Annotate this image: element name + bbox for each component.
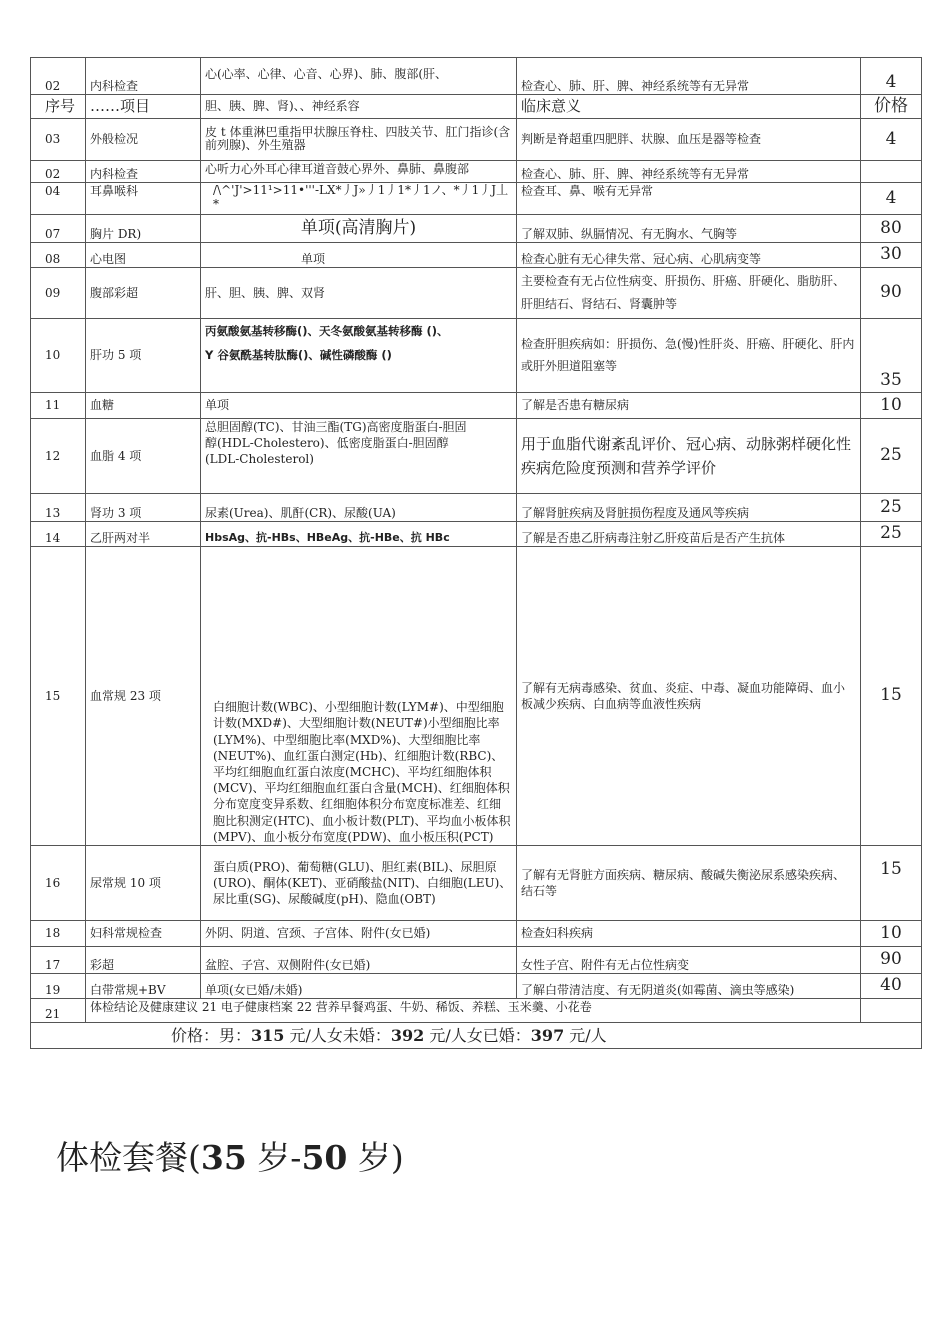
row-price bbox=[861, 160, 922, 182]
price-summary bbox=[31, 1022, 922, 1048]
row-number: 10 bbox=[31, 318, 86, 392]
row-price: 35 bbox=[861, 318, 922, 392]
row-meaning: 了解白带清洁度、有无阴道炎(如霉菌、滴虫等感染) bbox=[517, 973, 861, 998]
row-number: 12 bbox=[31, 418, 86, 493]
table-row bbox=[31, 845, 922, 920]
row-price: 80 bbox=[861, 214, 922, 242]
row-meaning: 检查心脏有无心律失常、冠心病、心肌病变等 bbox=[517, 242, 861, 267]
row-meaning: 检查妇科疾病 bbox=[517, 920, 861, 946]
row-meaning: 主要检查有无占位性病变、肝损伤、肝癌、肝硬化、脂肪肝、肝胆结石、肾结石、肾囊肿等 bbox=[517, 267, 861, 318]
row-price: 90 bbox=[861, 946, 922, 973]
row-content: 皮 t 体重淋巴重指甲状腺压脊柱、四肢关节、肛门指诊(含前列腺)、外生殖器 bbox=[201, 118, 517, 160]
row-number: 19 bbox=[31, 973, 86, 998]
row-meaning: 检查耳、鼻、喉有无异常 bbox=[517, 182, 861, 214]
row-number: 02 bbox=[31, 160, 86, 182]
row-item: 乙肝两对半 bbox=[86, 521, 201, 546]
price-label: 元/人女已婚： bbox=[424, 1025, 531, 1045]
row-number: 02 bbox=[31, 58, 86, 95]
row-item: 血常规 23 项 bbox=[86, 546, 201, 845]
row-item: 腹部彩超 bbox=[86, 267, 201, 318]
row-meaning: 了解有无肾脏方面疾病、糖尿病、酸碱失衡泌尿系感染疾病、结石等 bbox=[517, 845, 861, 920]
package-title-text: 体检套餐( bbox=[56, 1138, 201, 1177]
row-item: 肝功 5 项 bbox=[86, 318, 201, 392]
table-row bbox=[31, 58, 922, 95]
price-label: 元/人 bbox=[564, 1025, 607, 1045]
row-price: 25 bbox=[861, 493, 922, 521]
row-item: 肾功 3 项 bbox=[86, 493, 201, 521]
table-row bbox=[31, 242, 922, 267]
row-price: 90 bbox=[861, 267, 922, 318]
table-row bbox=[31, 160, 922, 182]
row-item: 白带常规+BV bbox=[86, 973, 201, 998]
row-item: 彩超 bbox=[86, 946, 201, 973]
price-female-single: 392 bbox=[390, 1025, 425, 1045]
table-row bbox=[31, 418, 922, 493]
row-number: 15 bbox=[31, 546, 86, 845]
row-content: 单项(高清胸片) bbox=[201, 214, 517, 242]
row-item: 耳鼻喉科 bbox=[86, 182, 201, 214]
row-price: 25 bbox=[861, 521, 922, 546]
row-number: 14 bbox=[31, 521, 86, 546]
table-row bbox=[31, 920, 922, 946]
row-number: 17 bbox=[31, 946, 86, 973]
table-row bbox=[31, 182, 922, 214]
row-meaning: 了解肾脏疾病及肾脏损伤程度及通风等疾病 bbox=[517, 493, 861, 521]
age-to: 50 bbox=[301, 1138, 348, 1177]
row-content: 心(心率、心律、心音、心界)、肺、腹部(肝、 bbox=[201, 58, 517, 95]
table-row bbox=[31, 493, 922, 521]
row-meaning: 了解是否患有糖尿病 bbox=[517, 392, 861, 418]
price-label: 价格：男： bbox=[171, 1025, 252, 1045]
price-summary-row bbox=[31, 1022, 922, 1048]
row-content: 外阴、阴道、宫颈、子宫体、附件(女已婚) bbox=[201, 920, 517, 946]
row-content: 尿素(Urea)、肌酐(CR)、尿酸(UA) bbox=[201, 493, 517, 521]
row-content: 总胆固醇(TC)、甘油三酯(TG)高密度脂蛋白-胆固醇(HDL-Cholestero)、低密度脂蛋白-胆固醇(LDL-Cholesterol) bbox=[201, 418, 517, 493]
row-content: 单项 bbox=[201, 392, 517, 418]
row-meaning: 用于血脂代谢紊乱评价、冠心病、动脉粥样硬化性疾病危险度预测和营养学评价 bbox=[517, 418, 861, 493]
row-number: 03 bbox=[31, 118, 86, 160]
row-meaning: 检查肝胆疾病如：肝损伤、急(慢)性肝炎、肝癌、肝硬化、肝内或肝外胆道阻塞等 bbox=[517, 318, 861, 392]
table-row bbox=[31, 973, 922, 998]
row-price: 30 bbox=[861, 242, 922, 267]
row-price: 10 bbox=[861, 920, 922, 946]
row-meaning: 检查心、肺、肝、脾、神经系统等有无异常 bbox=[517, 160, 861, 182]
row-content: 单项(女已婚/未婚) bbox=[201, 973, 517, 998]
row-item: 尿常规 10 项 bbox=[86, 845, 201, 920]
row-meaning: 了解是否患乙肝病毒注射乙肝疫苗后是否产生抗体 bbox=[517, 521, 861, 546]
row-price: 10 bbox=[861, 392, 922, 418]
row-content: 体检结论及健康建议 21 电子健康档案 22 营养早餐鸡蛋、牛奶、稀饭、养糕、玉米羹、小花卷 bbox=[86, 998, 861, 1022]
row-meaning: 了解有无病毒感染、贫血、炎症、中毒、凝血功能障碍、血小板减少疾病、白血病等血液性疾病 bbox=[517, 546, 861, 845]
package-title-text: 岁- bbox=[246, 1138, 302, 1177]
row-content: 单项 bbox=[201, 242, 517, 267]
price-male: 315 bbox=[251, 1025, 285, 1045]
row-price: 25 bbox=[861, 418, 922, 493]
row-content: 心听力心外耳心律耳道音鼓心界外、鼻肺、鼻腹部 bbox=[201, 160, 517, 182]
row-price: 4 bbox=[861, 118, 922, 160]
package-title-text: 岁) bbox=[347, 1138, 404, 1177]
table-row bbox=[31, 946, 922, 973]
row-item: 血糖 bbox=[86, 392, 201, 418]
row-meaning: 判断是脊超重四肥胖、状腺、血压是器等检查 bbox=[517, 118, 861, 160]
row-number: 08 bbox=[31, 242, 86, 267]
row-content: 丙氨酸氨基转移酶()、天冬氨酸氨基转移酶 ()、Y 谷氨酰基转肽酶()、碱性磷酸酶 () bbox=[201, 318, 517, 392]
table-row bbox=[31, 267, 922, 318]
row-content: /\^'J'>11¹>11•'''-LX*丿J»丿1丿1*丿1ノ、*丿1丿J丄* bbox=[201, 182, 517, 214]
row-item: 血脂 4 项 bbox=[86, 418, 201, 493]
header-row bbox=[31, 95, 922, 119]
row-item: 胸片 DR) bbox=[86, 214, 201, 242]
table-row bbox=[31, 521, 922, 546]
row-number: 16 bbox=[31, 845, 86, 920]
table-row bbox=[31, 392, 922, 418]
row-content: HbsAg、抗-HBs、HBeAg、抗-HBe、抗 HBc bbox=[201, 521, 517, 546]
header-price: 价格 bbox=[861, 95, 922, 119]
row-number: 11 bbox=[31, 392, 86, 418]
row-meaning: 女性子宫、附件有无占位性病变 bbox=[517, 946, 861, 973]
price-label: 元/人女未婚： bbox=[284, 1025, 391, 1045]
table-row bbox=[31, 118, 922, 160]
row-number: 04 bbox=[31, 182, 86, 214]
header-number: 序号 bbox=[31, 95, 86, 119]
row-price: 40 bbox=[861, 973, 922, 998]
row-number: 18 bbox=[31, 920, 86, 946]
table-row bbox=[31, 998, 922, 1022]
row-meaning: 检查心、肺、肝、脾、神经系统等有无异常 bbox=[517, 58, 861, 95]
table-row bbox=[31, 318, 922, 392]
row-number: 13 bbox=[31, 493, 86, 521]
row-item: 内科检查 bbox=[86, 160, 201, 182]
age-from: 35 bbox=[200, 1138, 247, 1177]
package-title bbox=[56, 1132, 404, 1179]
row-item: 妇科常规检查 bbox=[86, 920, 201, 946]
row-item: 外般检况 bbox=[86, 118, 201, 160]
checkup-table bbox=[30, 57, 922, 1049]
price-female-married: 397 bbox=[530, 1025, 565, 1045]
row-number: 21 bbox=[31, 998, 86, 1022]
table-row bbox=[31, 546, 922, 845]
row-number: 07 bbox=[31, 214, 86, 242]
row-price: 15 bbox=[861, 546, 922, 845]
row-content: 胆、胰、脾、肾)、、神经系容 bbox=[201, 95, 517, 119]
row-price: 4 bbox=[861, 182, 922, 214]
row-item: 内科检查 bbox=[86, 58, 201, 95]
header-item: ……项目 bbox=[86, 95, 201, 119]
row-content: 肝、胆、胰、脾、双肾 bbox=[201, 267, 517, 318]
row-number: 09 bbox=[31, 267, 86, 318]
row-meaning: 了解双肺、纵膈情况、有无胸水、气胸等 bbox=[517, 214, 861, 242]
table-row bbox=[31, 214, 922, 242]
row-price: 15 bbox=[861, 845, 922, 920]
header-meaning: 临床意义 bbox=[517, 95, 861, 119]
row-price: 4 bbox=[861, 58, 922, 95]
row-content: 盆腔、子宫、双侧附件(女已婚) bbox=[201, 946, 517, 973]
row-item: 心电图 bbox=[86, 242, 201, 267]
row-price bbox=[861, 998, 922, 1022]
row-content: 白细胞计数(WBC)、小型细胞计数(LYM#)、中型细胞计数(MXD#)、大型细胞计数(NEUT#)小型细胞比率(LYM%)、中型细胞比率(MXD%)、大型细胞比率(NEUT%)、血红蛋白测定(Hb)、红细胞计数(RBC)、平均红细胞血红蛋白浓度(MCHC)、平均红细胞体积(MCV)、平均红细胞血红蛋白含量(MCH)、红细胞体积分布宽度变异系数、红细胞体积分布宽度标准差、红细胞比积测定(HTC)、血小板计数(PLT)、平均血小板体积(MPV)、血小板分布宽度(PDW)、血小板压积(PCT) bbox=[201, 546, 517, 845]
row-content: 蛋白质(PRO)、葡萄糖(GLU)、胆红素(BIL)、尿胆原(URO)、酮体(KET)、亚硝酸盐(NIT)、白细胞(LEU)、尿比重(SG)、尿酸碱度(pH)、隐血(OBT) bbox=[201, 845, 517, 920]
